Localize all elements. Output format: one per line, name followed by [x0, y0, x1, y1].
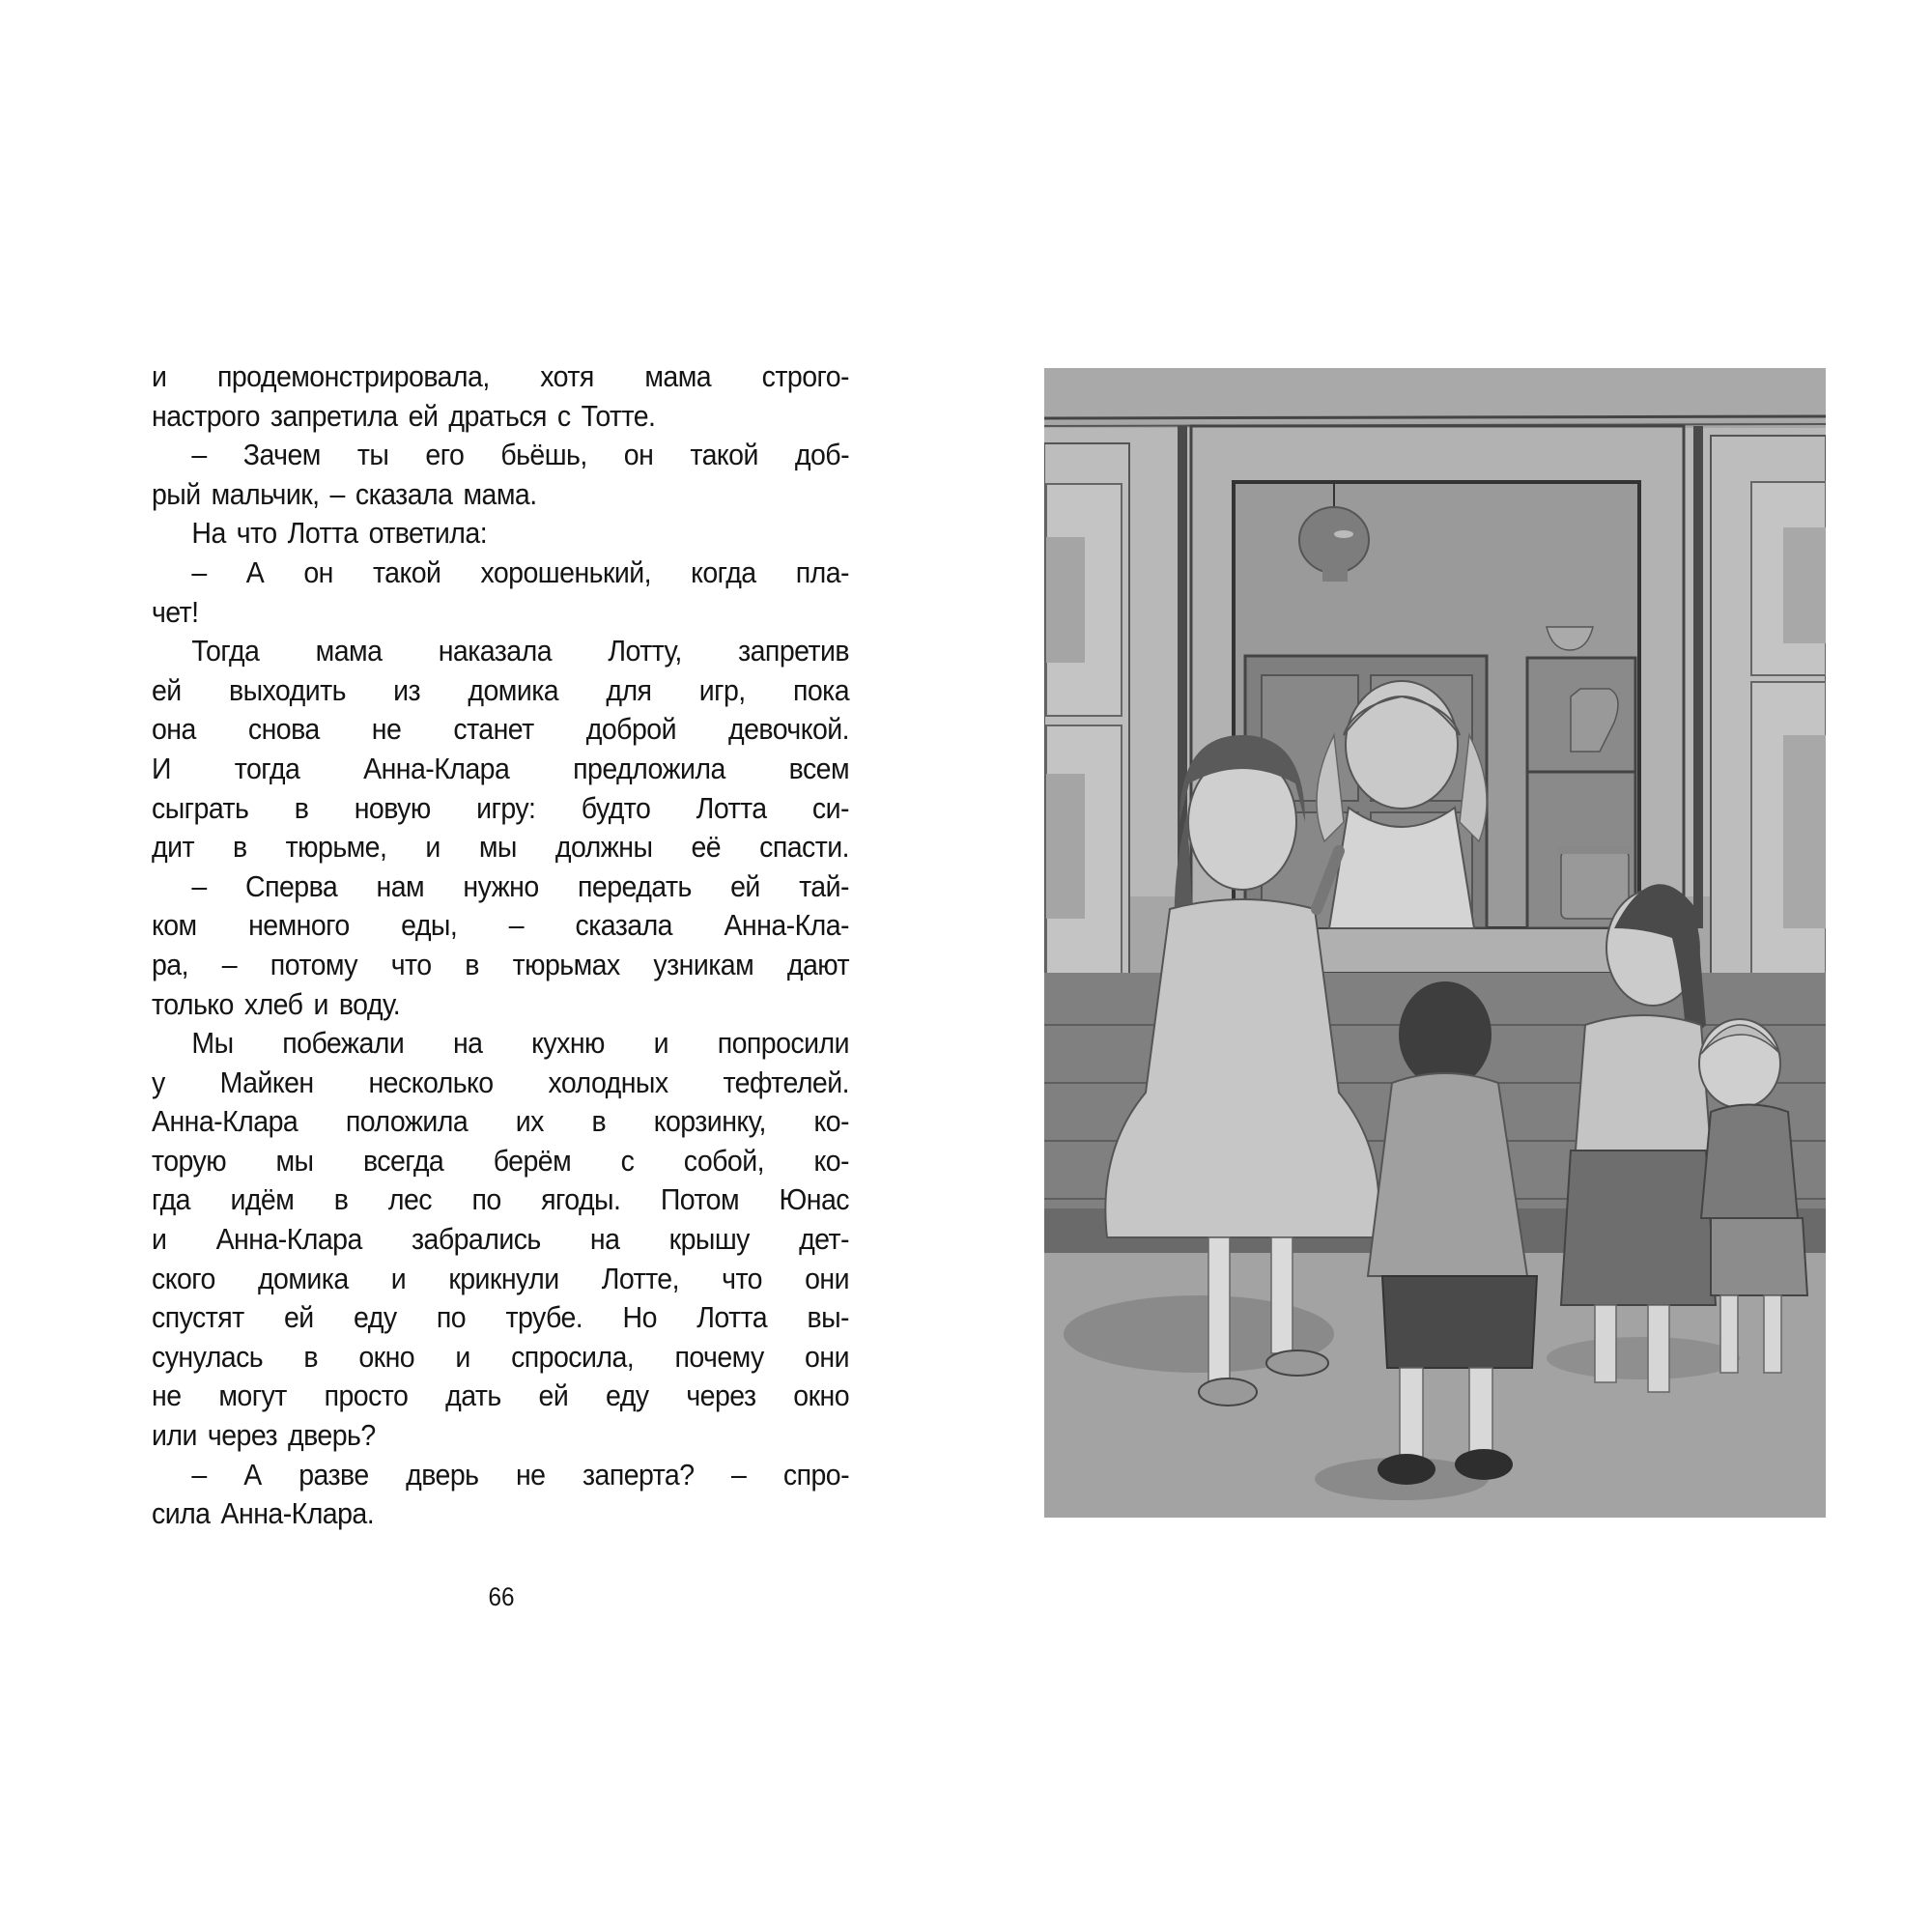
word: и — [653, 1026, 668, 1061]
word: снова — [247, 712, 320, 747]
word: Анна-Кла- — [724, 908, 849, 943]
word: крышу — [668, 1222, 750, 1257]
text-line — [152, 1260, 849, 1299]
word: девочкой. — [728, 712, 850, 747]
word: и — [152, 359, 167, 393]
word: положила — [345, 1104, 469, 1139]
word: ты — [356, 438, 389, 472]
word: А — [243, 1457, 262, 1492]
text-line — [152, 1064, 849, 1103]
text-line — [152, 632, 849, 671]
word: хлеб — [243, 986, 303, 1021]
word: игру: — [476, 790, 536, 825]
text-line — [152, 671, 849, 711]
word: домика — [257, 1261, 349, 1295]
word: Лотту, — [608, 634, 682, 668]
word: её — [691, 830, 722, 865]
text-line — [152, 1416, 849, 1456]
word: Майкен — [219, 1065, 314, 1099]
word: – — [191, 438, 207, 472]
text-line — [152, 1377, 849, 1416]
word: не — [371, 712, 402, 747]
word: могут — [218, 1378, 287, 1413]
word: трубе. — [505, 1300, 583, 1335]
text-line — [152, 1024, 849, 1064]
word: си- — [811, 790, 849, 825]
text-line — [152, 1338, 849, 1378]
word: с — [556, 398, 571, 433]
word: всегда — [362, 1143, 444, 1178]
word: они — [805, 1339, 849, 1374]
word: Лотта — [696, 1300, 768, 1335]
word: в — [333, 1182, 349, 1217]
word: Анна-Клара — [215, 1222, 362, 1257]
word: сказала — [575, 908, 672, 943]
word: Но — [622, 1300, 657, 1335]
text-line — [152, 906, 849, 946]
text-line — [152, 710, 849, 750]
word: собой, — [683, 1143, 764, 1178]
word: когда — [691, 554, 756, 589]
word: Сперва — [245, 868, 338, 903]
word: торую — [152, 1143, 227, 1178]
word: – — [731, 1457, 747, 1492]
word: игр, — [698, 672, 746, 707]
word: в — [233, 830, 247, 865]
word: На — [191, 516, 226, 551]
word: рый — [152, 476, 201, 511]
word: мама — [315, 634, 383, 668]
text-line — [152, 554, 849, 593]
word: сила — [152, 1496, 211, 1531]
word: продемонстрировала, — [216, 359, 490, 393]
word: доброй — [585, 712, 676, 747]
word: доб- — [794, 438, 850, 472]
word: тюрьме, — [285, 830, 387, 865]
word: Потом — [660, 1182, 740, 1217]
word: через — [207, 1418, 278, 1453]
word: ко- — [813, 1104, 850, 1139]
word: тогда — [234, 751, 300, 785]
word: И — [152, 751, 171, 785]
word: Мы — [191, 1026, 234, 1061]
word: просто — [324, 1378, 409, 1413]
word: по — [471, 1182, 501, 1217]
text-line — [152, 1142, 849, 1181]
word: не — [515, 1457, 546, 1492]
word: ей — [538, 1378, 569, 1413]
word: дверь — [406, 1457, 479, 1492]
word: крикнули — [448, 1261, 559, 1295]
word: кухню — [531, 1026, 605, 1061]
word: Лотта — [287, 516, 358, 551]
word: через — [686, 1378, 756, 1413]
text-line — [152, 789, 849, 829]
word: тай- — [799, 868, 849, 903]
word: хорошенький, — [480, 554, 652, 589]
word: окно — [793, 1378, 850, 1413]
word: наказала — [438, 634, 553, 668]
word: спросила, — [511, 1339, 635, 1374]
word: попросили — [717, 1026, 849, 1061]
text-line — [152, 1494, 849, 1534]
word: для — [606, 672, 652, 707]
word: забрались — [411, 1222, 541, 1257]
word: узникам — [653, 947, 754, 981]
word: разве — [298, 1457, 369, 1492]
text-line — [152, 867, 849, 907]
word: мальчик, — [211, 476, 320, 511]
word: ответила: — [368, 516, 488, 551]
text-line — [152, 397, 849, 437]
word: что — [722, 1261, 762, 1295]
word: или — [152, 1418, 197, 1453]
text-line — [152, 1102, 849, 1142]
text-line — [152, 593, 849, 633]
word: они — [805, 1261, 850, 1295]
word: с — [620, 1143, 635, 1178]
word: тефтелей. — [723, 1065, 849, 1099]
word: Тогда — [191, 634, 260, 668]
word: станет — [453, 712, 534, 747]
word: дать — [445, 1378, 501, 1413]
word: – — [329, 476, 345, 511]
text-line — [152, 514, 849, 554]
word: и — [313, 986, 328, 1021]
word: идём — [230, 1182, 295, 1217]
word: он — [303, 554, 333, 589]
word: – — [191, 1457, 207, 1492]
word: ского — [152, 1261, 215, 1295]
word: мама. — [463, 476, 537, 511]
word: спасти. — [759, 830, 849, 865]
word: драться — [448, 398, 547, 433]
text-line — [152, 828, 849, 867]
text-line — [152, 946, 849, 985]
word: воду. — [338, 986, 401, 1021]
text-line — [152, 1220, 849, 1260]
word: Анна-Клара — [152, 1104, 298, 1139]
text-line — [152, 436, 849, 475]
word: еды, — [401, 908, 458, 943]
word: ей — [730, 868, 760, 903]
word: новую — [354, 790, 431, 825]
word: А — [245, 554, 265, 589]
word: почему — [674, 1339, 764, 1374]
word: что — [390, 947, 432, 981]
word: пла- — [795, 554, 849, 589]
body-text — [152, 357, 849, 1534]
word: потому — [270, 947, 357, 981]
word: предложила — [573, 751, 725, 785]
word: несколько — [368, 1065, 494, 1099]
word: что — [236, 516, 277, 551]
text-line — [152, 1180, 849, 1220]
word: нужно — [463, 868, 539, 903]
word: ей — [408, 398, 439, 433]
word: запретила — [270, 398, 398, 433]
text-line — [152, 985, 849, 1025]
word: еду — [354, 1300, 397, 1335]
word: дверь? — [288, 1418, 376, 1453]
text-line — [152, 475, 849, 515]
text-line — [152, 1298, 849, 1338]
word: сунулась — [152, 1339, 264, 1374]
word: Лотте, — [601, 1261, 680, 1295]
word: и — [390, 1261, 407, 1295]
word: Анна-Клара. — [220, 1496, 375, 1531]
word: такой — [372, 554, 441, 589]
word: нам — [376, 868, 425, 903]
word: его — [425, 438, 465, 472]
word: строго- — [761, 359, 849, 393]
illustration-drawing — [1044, 368, 1826, 1518]
word: запретив — [738, 634, 849, 668]
word: у — [152, 1065, 165, 1099]
word: дет- — [799, 1222, 849, 1257]
word: ко- — [813, 1143, 849, 1178]
word: берём — [493, 1143, 572, 1178]
text-line — [152, 750, 849, 789]
word: чет! — [152, 594, 199, 629]
word: такой — [690, 438, 758, 472]
word: корзинку, — [653, 1104, 766, 1139]
text-line — [152, 357, 849, 397]
word: в — [591, 1104, 607, 1139]
word: в — [294, 790, 309, 825]
word: ей — [283, 1300, 314, 1335]
word: ком — [152, 908, 197, 943]
word: в — [303, 1339, 319, 1374]
word: ей — [152, 672, 182, 707]
word: бьёшь, — [500, 438, 587, 472]
word: в — [465, 947, 479, 981]
word: и — [152, 1222, 167, 1257]
word: передать — [577, 868, 692, 903]
word: тюрьмах — [512, 947, 620, 981]
word: домика — [468, 672, 559, 707]
word: еду — [606, 1378, 649, 1413]
word: окно — [358, 1339, 415, 1374]
word: – — [221, 947, 238, 981]
word: он — [623, 438, 654, 472]
word: холодных — [548, 1065, 668, 1099]
word: настрого — [152, 398, 260, 433]
word: спустят — [152, 1300, 244, 1335]
word: заперта? — [582, 1457, 695, 1492]
illustration — [1044, 368, 1826, 1518]
word: гда — [152, 1182, 190, 1217]
word: из — [393, 672, 421, 707]
word: ра, — [152, 947, 188, 981]
word: Юнас — [779, 1182, 850, 1217]
word: только — [152, 986, 234, 1021]
word: – — [191, 554, 207, 589]
word: она — [152, 712, 196, 747]
word: не — [152, 1378, 182, 1413]
word: немного — [248, 908, 350, 943]
word: Лотта — [696, 790, 767, 825]
word: дают — [786, 947, 850, 981]
word: на — [452, 1026, 483, 1061]
word: и — [425, 830, 440, 865]
word: вы- — [807, 1300, 849, 1335]
word: всем — [788, 751, 850, 785]
word: мы — [275, 1143, 314, 1178]
word: Тотте. — [581, 398, 656, 433]
word: на — [589, 1222, 620, 1257]
word: лес — [387, 1182, 432, 1217]
word: по — [436, 1300, 467, 1335]
word: спро- — [782, 1457, 850, 1492]
word: мы — [478, 830, 517, 865]
word: пока — [792, 672, 850, 707]
word: – — [508, 908, 525, 943]
word: хотя — [540, 359, 594, 393]
word: Зачем — [242, 438, 321, 472]
text-line — [152, 1456, 849, 1495]
word: сыграть — [152, 790, 249, 825]
word: их — [515, 1104, 544, 1139]
word: должны — [554, 830, 653, 865]
word: ягоды. — [541, 1182, 621, 1217]
word: – — [191, 868, 207, 903]
word: дит — [152, 830, 194, 865]
word: сказала — [355, 476, 453, 511]
word: Анна-Клара — [363, 751, 510, 785]
word: мама — [644, 359, 712, 393]
page-number: 66 — [488, 1582, 515, 1611]
word: будто — [581, 790, 651, 825]
word: выходить — [228, 672, 346, 707]
word: побежали — [282, 1026, 405, 1061]
word: и — [455, 1339, 470, 1374]
